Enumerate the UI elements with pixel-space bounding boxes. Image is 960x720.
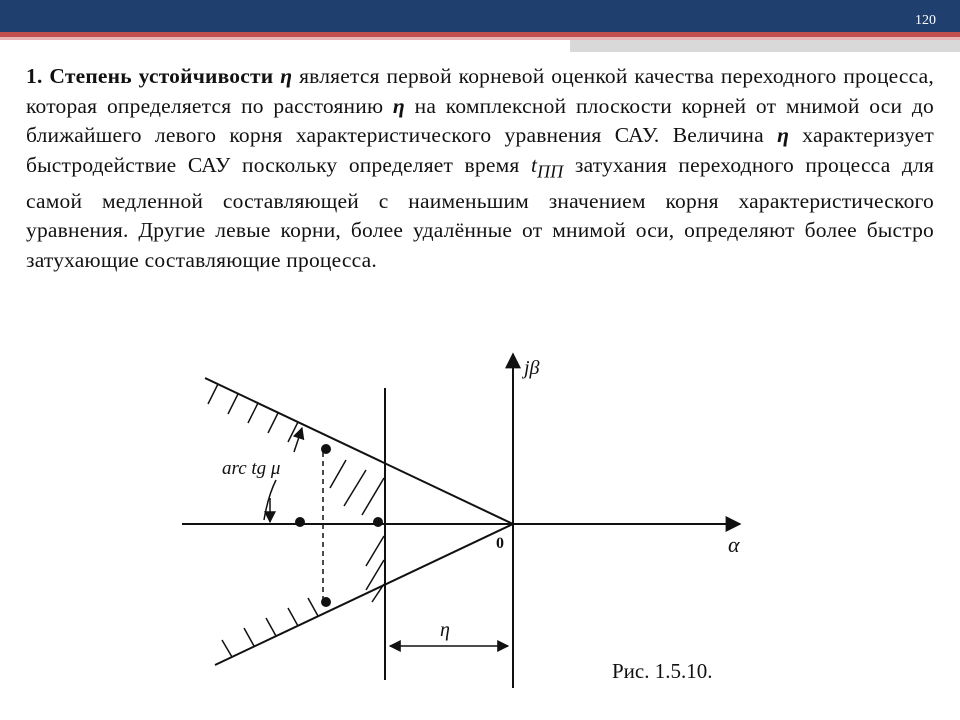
imaginary-axis-label: jβ <box>524 357 540 379</box>
paragraph-text-3: характеризует быстродействие САУ поскольку определяет время <box>26 123 935 177</box>
sector-upper-boundary <box>205 378 513 524</box>
page-number: 120 <box>915 13 936 28</box>
root-point <box>321 444 331 454</box>
lower-hatching <box>222 598 318 657</box>
angle-arrow-up <box>294 428 302 452</box>
figure-caption: Рис. 1.5.10. <box>612 659 713 683</box>
paragraph-text-2: на комплексной плоскости корней от мнимой оси до ближайшего левого корня характеристического уравнения САУ. Величина <box>26 93 934 148</box>
real-axis-label: α <box>728 532 740 557</box>
eta-symbol: η <box>777 123 790 148</box>
paragraph-lead: 1. Степень устойчивости <box>26 64 274 88</box>
t-symbol: t <box>530 152 538 177</box>
paragraph-text-1: является первой корневой оценкой качества переходного процесса, которая определяется по расстоянию <box>26 64 934 118</box>
eta-symbol: η <box>392 93 405 118</box>
upper-hatching <box>208 384 298 442</box>
root-point <box>373 517 383 527</box>
angle-label: arc tg μ <box>222 458 281 479</box>
sector-lower-boundary <box>215 524 513 665</box>
origin-label: 0 <box>496 535 504 552</box>
paragraph-text-4: затухания переходного процесса для самой медленной составляющей с наименьшим значением корня характеристического уравнения. Другие левые корни, более удалённые от мнимой оси, определяют более быстро затухающие составляющие процесса. <box>26 152 935 272</box>
root-point <box>321 597 331 607</box>
root-point <box>295 517 305 527</box>
t-subscript: ПП <box>537 161 564 182</box>
eta-label: η <box>440 619 450 641</box>
region-hatching <box>330 460 384 602</box>
eta-symbol: η <box>280 64 293 88</box>
